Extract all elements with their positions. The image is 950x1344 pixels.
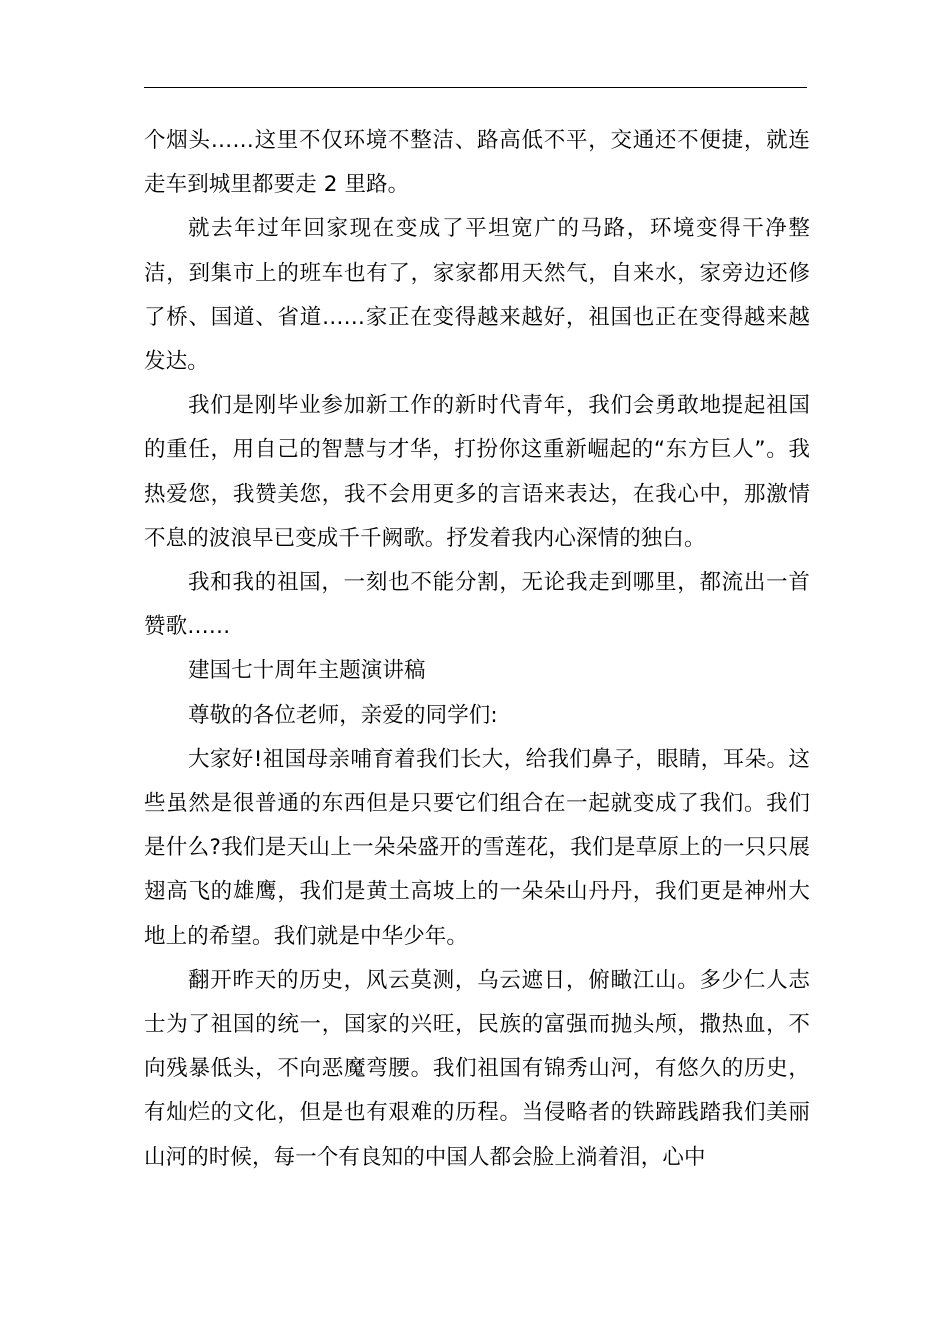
salutation: 尊敬的各位老师，亲爱的同学们:	[188, 702, 498, 728]
paragraph-7: 大家好!祖国母亲哺育着我们长大，给我们鼻子，眼睛，耳朵。这些虽然是很普通的东西但是只要它们组合在一起就变成了我们。我们是什么?我们是天山上一朵朵盛开的雪莲花，我们是草原上的一只只展翅高飞的雄鹰，我们是黄土高坡上的一朵朵山丹丹，我们更是神州大地上的希望。我们就是中华少年。	[144, 746, 810, 949]
paragraph-4: 我和我的祖国，一刻也不能分割，无论我走到哪里，都流出一首赞歌……	[144, 570, 810, 640]
paragraph-2: 就去年过年回家现在变成了平坦宽广的马路，环境变得干净整洁，到集市上的班车也有了，家家都用天然气，自来水，家旁边还修了桥、国道、省道……家正在变得越来越好，祖国也正在变得越来越发达。	[144, 216, 810, 375]
speech-title: 建国七十周年主题演讲稿	[188, 658, 426, 684]
body-text	[144, 119, 810, 1180]
header-rule	[144, 87, 807, 88]
paragraph-8: 翻开昨天的历史，风云莫测，乌云遮日，俯瞰江山。多少仁人志士为了祖国的统一，国家的兴旺，民族的富强而抛头颅，撒热血，不向残暴低头，不向恶魔弯腰。我们祖国有锦秀山河，有悠久的历史，有灿烂的文化，但是也有艰难的历程。当侵略者的铁蹄践踏我们美丽山河的时候，每一个有良知的中国人都会脸上淌着泪，心中	[144, 967, 810, 1170]
paragraph-3: 我们是刚毕业参加新工作的新时代青年，我们会勇敢地提起祖国的重任，用自己的智慧与才华，打扮你这重新崛起的“东方巨人”。我热爱您，我赞美您，我不会用更多的言语来表达，在我心中，那激情不息的波浪早已变成千千阙歌。抒发着我内心深情的独白。	[144, 393, 810, 551]
paragraph-1: 个烟头……这里不仅环境不整洁、路高低不平，交通还不便捷，就连走车到城里都要走 2 里路。	[144, 128, 810, 198]
